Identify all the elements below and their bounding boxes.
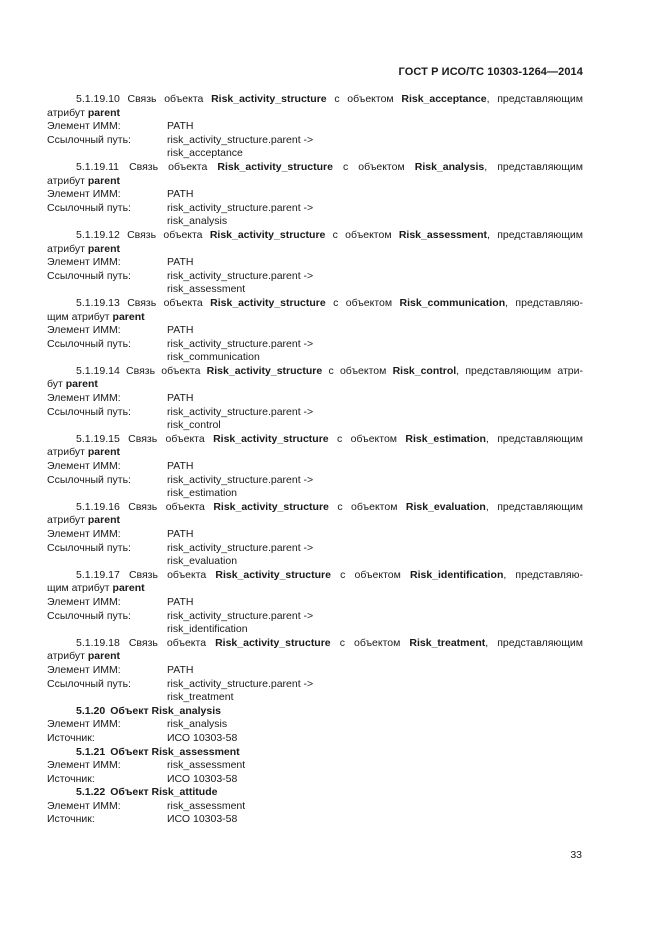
imm-element-value: PATH	[167, 595, 194, 608]
imm-element-label: Элемент ИММ:	[47, 663, 121, 676]
attribute-name: parent	[87, 650, 120, 663]
mapping-heading	[47, 501, 583, 515]
cont-text: щим атрибут	[47, 582, 110, 595]
imm-element-value: risk_assessment	[167, 759, 246, 772]
ref-path-row	[47, 610, 583, 624]
item-post-text: , представляющим	[485, 500, 583, 513]
attribute-name: parent	[112, 582, 145, 595]
item-mid-text: с объектом	[337, 432, 398, 445]
item-mid-text: с объектом	[328, 364, 387, 377]
mapping-heading	[47, 93, 583, 107]
source-label: Источник:	[47, 731, 95, 744]
mapping-item	[47, 637, 583, 705]
imm-element-value: PATH	[167, 256, 194, 269]
ref-path-label: Ссылочный путь:	[47, 405, 131, 418]
entity-name: Risk_activity_structure	[215, 636, 331, 649]
mapping-item	[47, 93, 583, 161]
source-label: Источник:	[47, 813, 95, 826]
mapping-heading	[47, 297, 583, 311]
imm-element-row	[47, 664, 583, 678]
item-pre-text: Связь объекта	[128, 636, 207, 649]
mapping-item	[47, 365, 583, 433]
entity-name: Risk_activity_structure	[209, 228, 326, 241]
imm-element-value: PATH	[167, 663, 194, 676]
item-number: 5.1.19.13	[76, 296, 120, 309]
item-number: 5.1.19.18	[76, 636, 120, 649]
ref-path-value: risk_activity_structure.parent ->	[167, 337, 314, 350]
document-header: ГОСТ Р ИСО/ТС 10303-1264—2014	[398, 66, 583, 78]
entity-name: Risk_activity_structure	[210, 296, 326, 309]
source-value: ИСО 10303-58	[167, 731, 238, 744]
item-post-text: , представляю-	[503, 568, 583, 581]
item-post-text: , представляю-	[505, 296, 583, 309]
imm-element-row	[47, 392, 583, 406]
entity-name: Risk_activity_structure	[211, 93, 327, 105]
mapping-heading-continuation	[47, 446, 583, 460]
entity-section	[47, 705, 583, 746]
ref-path-row	[47, 202, 583, 216]
item-number: 5.1.19.11	[76, 160, 120, 173]
item-pre-text: Связь объекта	[128, 568, 207, 581]
mapping-heading-continuation	[47, 650, 583, 664]
mapping-heading	[47, 365, 583, 379]
ref-path-value: risk_activity_structure.parent ->	[167, 609, 314, 622]
mapping-item	[47, 229, 583, 297]
entity-name: Risk_activity_structure	[213, 500, 329, 513]
mapping-heading-continuation	[47, 582, 583, 596]
attribute-name: parent	[112, 310, 145, 323]
ref-path-target: risk_analysis	[167, 215, 228, 228]
mapping-item	[47, 501, 583, 569]
imm-element-row	[47, 120, 583, 134]
mapping-items	[47, 93, 583, 705]
entity-name: Risk_activity_structure	[215, 568, 331, 581]
ref-path-target: risk_assessment	[167, 283, 246, 296]
imm-element-label: Элемент ИММ:	[47, 256, 121, 269]
target-entity: Risk_estimation	[405, 432, 486, 445]
attribute-name: parent	[65, 378, 98, 391]
imm-element-row	[47, 256, 583, 270]
imm-element-row	[47, 460, 583, 474]
imm-element-label: Элемент ИММ:	[47, 324, 121, 337]
item-number: 5.1.19.15	[76, 432, 120, 445]
item-pre-text: Связь объекта	[128, 500, 205, 513]
target-entity: Risk_control	[392, 364, 457, 377]
ref-path-row	[47, 270, 583, 284]
source-value: ИСО 10303-58	[167, 772, 238, 785]
section-entity: Risk_attitude	[151, 786, 218, 799]
item-number: 5.1.19.14	[76, 364, 120, 377]
ref-path-row	[47, 406, 583, 420]
entity-name: Risk_activity_structure	[206, 364, 323, 377]
imm-element-value: PATH	[167, 120, 194, 133]
cont-text: атрибут	[47, 174, 85, 187]
ref-path-value: risk_activity_structure.parent ->	[167, 541, 314, 554]
imm-element-label: Элемент ИММ:	[47, 528, 121, 540]
section-entity: Risk_analysis	[151, 704, 221, 717]
ref-path-row-2	[47, 215, 583, 229]
imm-element-row	[47, 759, 583, 773]
mapping-heading	[47, 637, 583, 651]
ref-path-row-2	[47, 351, 583, 365]
cont-text: бут	[47, 378, 63, 391]
imm-element-label: Элемент ИММ:	[47, 759, 121, 772]
item-pre-text: Связь объекта	[128, 432, 205, 445]
cont-text: щим атрибут	[47, 310, 110, 323]
item-mid-text: с объектом	[340, 568, 401, 581]
ref-path-row	[47, 338, 583, 352]
ref-path-row-2	[47, 623, 583, 637]
mapping-heading	[47, 433, 583, 447]
ref-path-row	[47, 134, 583, 148]
item-pre-text: Связь объекта	[127, 228, 203, 241]
item-post-text: , представляющим	[484, 160, 583, 173]
ref-path-row-2	[47, 555, 583, 569]
source-value: ИСО 10303-58	[167, 813, 238, 826]
ref-path-value: risk_activity_structure.parent ->	[167, 269, 314, 282]
source-label: Источник:	[47, 772, 95, 785]
ref-path-target: risk_estimation	[167, 487, 238, 500]
imm-element-value: PATH	[167, 392, 194, 405]
imm-element-value: PATH	[167, 188, 194, 201]
imm-element-value: PATH	[167, 324, 194, 337]
mapping-item	[47, 433, 583, 501]
imm-element-row	[47, 324, 583, 338]
ref-path-value: risk_activity_structure.parent ->	[167, 677, 314, 690]
mapping-heading	[47, 161, 583, 175]
imm-element-row	[47, 800, 583, 814]
ref-path-target: risk_acceptance	[167, 147, 243, 160]
imm-element-value: risk_assessment	[167, 799, 246, 812]
ref-path-value: risk_activity_structure.parent ->	[167, 201, 314, 214]
item-mid-text: с объектом	[333, 296, 393, 309]
cont-text: атрибут	[47, 242, 85, 255]
section-number: 5.1.21	[76, 745, 106, 758]
item-post-text: , представляющим	[485, 432, 583, 445]
item-post-text: , представляющим атри-	[456, 364, 583, 377]
document-body	[47, 93, 583, 827]
mapping-item	[47, 569, 583, 637]
imm-element-row	[47, 596, 583, 610]
entity-section	[47, 746, 583, 787]
item-number: 5.1.19.12	[76, 228, 120, 241]
entity-name: Risk_activity_structure	[217, 160, 333, 173]
item-post-text: , представляющим	[485, 636, 583, 649]
cont-text: атрибут	[47, 106, 85, 119]
ref-path-target: risk_identification	[167, 623, 248, 636]
ref-path-row	[47, 678, 583, 692]
item-mid-text: с объектом	[334, 93, 394, 105]
ref-path-row-2	[47, 283, 583, 297]
source-row	[47, 773, 583, 787]
ref-path-value: risk_activity_structure.parent ->	[167, 133, 314, 146]
section-number: 5.1.20	[76, 704, 106, 717]
source-row	[47, 732, 583, 746]
mapping-heading-continuation	[47, 378, 583, 392]
attribute-name: parent	[87, 446, 120, 459]
attribute-name: parent	[87, 106, 120, 119]
imm-element-label: Элемент ИММ:	[47, 120, 121, 133]
item-mid-text: с объектом	[337, 500, 398, 513]
ref-path-row-2	[47, 147, 583, 161]
section-heading	[47, 746, 583, 760]
mapping-heading	[47, 229, 583, 243]
section-heading	[47, 786, 583, 800]
mapping-heading-continuation	[47, 311, 583, 325]
section-number: 5.1.22	[76, 786, 106, 799]
item-number: 5.1.19.16	[76, 500, 120, 513]
attribute-name: parent	[87, 242, 120, 255]
ref-path-row-2	[47, 487, 583, 501]
imm-element-label: Элемент ИММ:	[47, 460, 121, 473]
page-number: 33	[570, 849, 582, 861]
section-entity: Risk_assessment	[151, 745, 240, 758]
target-entity: Risk_identification	[410, 568, 504, 581]
ref-path-label: Ссылочный путь:	[47, 201, 131, 214]
item-pre-text: Связь объекта	[127, 93, 204, 105]
ref-path-row-2	[47, 691, 583, 705]
cont-text: атрибут	[47, 446, 85, 459]
ref-path-row	[47, 542, 583, 556]
ref-path-label: Ссылочный путь:	[47, 473, 131, 486]
imm-element-row	[47, 188, 583, 202]
entity-section	[47, 786, 583, 827]
imm-element-label: Элемент ИММ:	[47, 392, 121, 405]
section-heading	[47, 705, 583, 719]
ref-path-row-2	[47, 419, 583, 433]
item-post-text: , представляющим	[487, 228, 583, 241]
imm-element-row	[47, 528, 583, 542]
item-pre-text: Связь объекта	[126, 364, 201, 377]
imm-element-row	[47, 718, 583, 732]
item-mid-text: с объектом	[343, 160, 405, 173]
target-entity: Risk_acceptance	[401, 93, 487, 105]
mapping-item	[47, 297, 583, 365]
imm-element-value: risk_analysis	[167, 718, 228, 731]
item-mid-text: с объектом	[339, 636, 401, 649]
cont-text: атрибут	[47, 650, 85, 663]
ref-path-label: Ссылочный путь:	[47, 269, 131, 282]
imm-element-label: Элемент ИММ:	[47, 799, 121, 812]
mapping-heading-continuation	[47, 107, 583, 121]
ref-path-target: risk_evaluation	[167, 555, 238, 568]
imm-element-value: PATH	[167, 460, 194, 473]
imm-element-value: PATH	[167, 528, 194, 540]
item-number: 5.1.19.10	[76, 93, 120, 105]
cont-text: атрибут	[47, 514, 85, 527]
attribute-name: parent	[87, 514, 120, 527]
ref-path-value: risk_activity_structure.parent ->	[167, 473, 314, 486]
attribute-name: parent	[87, 174, 120, 187]
entity-name: Risk_activity_structure	[213, 432, 329, 445]
item-pre-text: Связь объекта	[127, 296, 203, 309]
ref-path-target: risk_control	[167, 419, 221, 432]
ref-path-target: risk_treatment	[167, 691, 234, 704]
ref-path-label: Ссылочный путь:	[47, 337, 131, 350]
ref-path-label: Ссылочный путь:	[47, 677, 131, 690]
mapping-heading-continuation	[47, 514, 583, 528]
target-entity: Risk_treatment	[409, 636, 486, 649]
item-number: 5.1.19.17	[76, 568, 120, 581]
item-mid-text: с объектом	[332, 228, 392, 241]
target-entity: Risk_communication	[399, 296, 506, 309]
ref-path-target: risk_communication	[167, 351, 260, 364]
imm-element-label: Элемент ИММ:	[47, 595, 121, 608]
mapping-heading	[47, 569, 583, 583]
ref-path-row	[47, 474, 583, 488]
ref-path-label: Ссылочный путь:	[47, 609, 131, 622]
ref-path-label: Ссылочный путь:	[47, 541, 131, 554]
target-entity: Risk_evaluation	[405, 500, 486, 513]
ref-path-label: Ссылочный путь:	[47, 133, 131, 146]
ref-path-value: risk_activity_structure.parent ->	[167, 405, 314, 418]
imm-element-label: Элемент ИММ:	[47, 188, 121, 201]
item-post-text: , представляющим	[486, 93, 583, 105]
item-pre-text: Связь объекта	[129, 160, 208, 173]
mapping-heading-continuation	[47, 243, 583, 257]
target-entity: Risk_assessment	[398, 228, 487, 241]
section-word: Объект	[110, 786, 149, 799]
mapping-item	[47, 161, 583, 229]
imm-element-label: Элемент ИММ:	[47, 718, 121, 731]
entity-sections	[47, 705, 583, 827]
mapping-heading-continuation	[47, 175, 583, 189]
section-word: Объект	[110, 745, 149, 758]
source-row	[47, 813, 583, 827]
target-entity: Risk_analysis	[414, 160, 485, 173]
section-word: Объект	[110, 704, 149, 717]
